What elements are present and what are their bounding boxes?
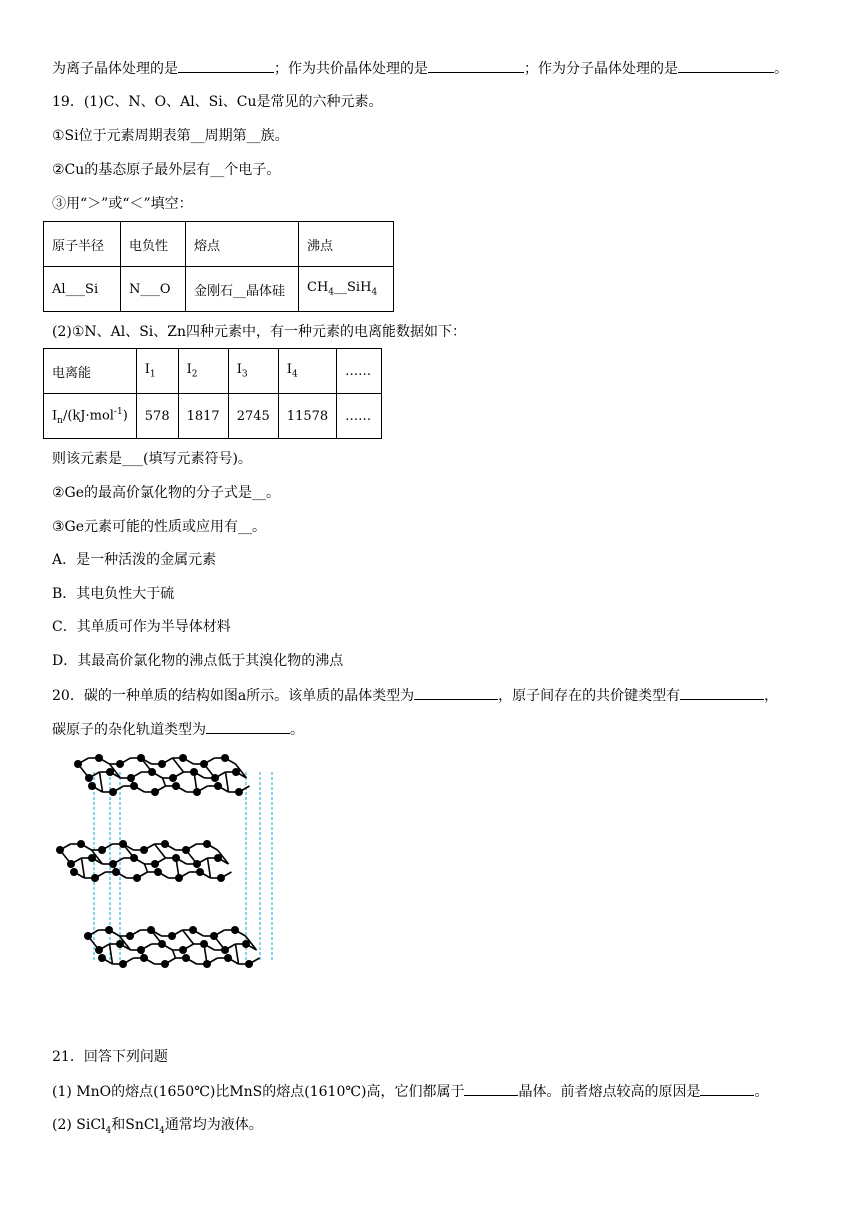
carbon-atom xyxy=(130,782,138,790)
question-19-2: ②Cu的基态原子最外层有__个电子。 xyxy=(52,162,281,178)
ionization-energy-table xyxy=(43,348,382,439)
carbon-bond xyxy=(173,950,176,958)
carbon-atom xyxy=(127,774,135,782)
cell-diamond-si: 金刚石__晶体硅 xyxy=(186,267,299,312)
row-label-in: $I_n/(kJ\cdot mol^{-1})$ xyxy=(44,394,137,439)
carbon-atom xyxy=(245,960,253,968)
question-19-p2-answer: 则该元素是___(填写元素符号)。 xyxy=(52,451,252,467)
carbon-atom xyxy=(172,854,180,862)
option-d: D．其最高价氯化物的沸点低于其溴化物的沸点 xyxy=(52,653,344,669)
carbon-atom xyxy=(161,840,169,848)
cell-al-si: Al___Si xyxy=(44,267,121,312)
comparison-table xyxy=(43,221,394,312)
carbon-atom xyxy=(133,874,141,882)
carbon-atom xyxy=(112,868,120,876)
carbon-atom xyxy=(217,874,225,882)
header-i4: $I_4$ xyxy=(278,349,336,394)
carbon-atom xyxy=(85,774,93,782)
carbon-atom xyxy=(193,788,201,796)
carbon-atom xyxy=(148,768,156,776)
header-i2: $I_2$ xyxy=(178,349,228,394)
carbon-atom xyxy=(193,860,201,868)
carbon-atom xyxy=(119,960,127,968)
carbon-atom xyxy=(196,868,204,876)
carbon-atom xyxy=(95,946,103,954)
question-20-line2: 碳原子的杂化轨道类型为 。 xyxy=(52,719,304,740)
carbon-atom xyxy=(105,926,113,934)
carbon-atom xyxy=(116,940,124,948)
carbon-atom xyxy=(200,940,208,948)
header-i1: $I_1$ xyxy=(136,349,178,394)
option-b: B．其电负性大于硫 xyxy=(52,586,175,602)
carbon-bond xyxy=(236,944,239,964)
carbon-atom xyxy=(56,846,64,854)
blank-hybridization[interactable] xyxy=(206,719,290,734)
carbon-atom xyxy=(221,754,229,762)
carbon-atom xyxy=(235,788,243,796)
carbon-atom xyxy=(210,932,218,940)
carbon-atom xyxy=(91,874,99,882)
carbon-atom xyxy=(179,946,187,954)
question-21-title: 21．回答下列问题 xyxy=(52,1049,168,1065)
carbon-atom xyxy=(151,860,159,868)
carbon-atom xyxy=(88,782,96,790)
carbon-atom xyxy=(182,846,190,854)
carbon-atom xyxy=(161,960,169,968)
graphite-structure-diagram xyxy=(48,752,298,992)
value-i3: 2745 xyxy=(228,394,278,439)
blank-covalent[interactable] xyxy=(428,58,524,73)
cell-ch4-sih4: $CH_4\_\_SiH_4$ xyxy=(299,267,394,312)
carbon-atom xyxy=(137,754,145,762)
carbon-atom xyxy=(214,854,222,862)
carbon-atom xyxy=(137,946,145,954)
carbon-atom xyxy=(211,774,219,782)
carbon-atom xyxy=(130,854,138,862)
value-ellipsis: …… xyxy=(337,394,382,439)
carbon-bond xyxy=(145,864,148,872)
carbon-atom xyxy=(116,760,124,768)
carbon-atom xyxy=(232,768,240,776)
carbon-bond xyxy=(82,858,85,878)
carbon-atom xyxy=(221,946,229,954)
header-boiling-point: 沸点 xyxy=(299,222,394,267)
carbon-atom xyxy=(203,960,211,968)
carbon-atom xyxy=(179,754,187,762)
carbon-atom xyxy=(151,788,159,796)
blank-crystal-type[interactable] xyxy=(414,685,498,700)
carbon-atom xyxy=(98,954,106,962)
header-melting-point: 熔点 xyxy=(186,222,299,267)
carbon-atom xyxy=(200,760,208,768)
carbon-atom xyxy=(119,840,127,848)
carbon-atom xyxy=(154,868,162,876)
blank-crystal-kind[interactable] xyxy=(464,1081,518,1096)
option-a: A．是一种活泼的金属元素 xyxy=(52,552,217,568)
carbon-atom xyxy=(140,954,148,962)
carbon-bond xyxy=(208,858,211,878)
question-19-part2: (2)①N、Al、Si、Zn四种元素中，有一种元素的电离能数据如下： xyxy=(52,324,467,340)
carbon-atom xyxy=(77,840,85,848)
carbon-atom xyxy=(158,940,166,948)
carbon-atom xyxy=(231,926,239,934)
carbon-atom xyxy=(88,854,96,862)
header-atomic-radius: 原子半径 xyxy=(44,222,121,267)
question-19-3: ③用“＞”或“＜”填空： xyxy=(52,196,193,212)
carbon-atom xyxy=(84,932,92,940)
value-i2: 1817 xyxy=(178,394,228,439)
carbon-atom xyxy=(140,846,148,854)
value-i1: 578 xyxy=(136,394,178,439)
carbon-atom xyxy=(109,788,117,796)
carbon-atom xyxy=(126,932,134,940)
cell-n-o: N___O xyxy=(121,267,186,312)
option-c: C．其单质可作为半导体材料 xyxy=(52,619,231,635)
question-21-1: (1) MnO的熔点(1650℃)比MnS的熔点(1610℃)高，它们都属于 晶体。前者熔点较高的原因是 。 xyxy=(52,1081,768,1102)
carbon-atom xyxy=(158,760,166,768)
question-20-line1: 20．碳的一种单质的结构如图a所示。该单质的晶体类型为 ，原子间存在的共价键类型有 ， xyxy=(52,685,778,706)
carbon-atom xyxy=(70,868,78,876)
carbon-atom xyxy=(168,932,176,940)
header-ellipsis: …… xyxy=(337,349,382,394)
header-ionization-energy: 电离能 xyxy=(44,349,137,394)
header-i3: $I_3$ xyxy=(228,349,278,394)
carbon-bond xyxy=(226,772,229,792)
carbon-atom xyxy=(67,860,75,868)
carbon-atom xyxy=(106,768,114,776)
question-19-p2-3: ③Ge元素可能的性质或应用有__。 xyxy=(52,519,267,535)
carbon-bond xyxy=(100,772,103,792)
carbon-atom xyxy=(242,940,250,948)
question-21-2: (2) SiCl$_4$和SnCl$_4$通常均为液体。 xyxy=(52,1117,263,1136)
carbon-atom xyxy=(175,874,183,882)
carbon-bond xyxy=(163,778,166,786)
answer-line-crystal-types: 为离子晶体处理的是 ；作为共价晶体处理的是 ；作为分子晶体处理的是 。 xyxy=(52,58,788,79)
carbon-atom xyxy=(169,774,177,782)
carbon-atom xyxy=(214,782,222,790)
header-electronegativity: 电负性 xyxy=(121,222,186,267)
question-19-title: 19．(1)C、N、O、Al、Si、Cu是常见的六种元素。 xyxy=(52,94,383,110)
question-19-p2-2: ②Ge的最高价氯化物的分子式是__。 xyxy=(52,485,281,501)
carbon-atom xyxy=(189,926,197,934)
blank-molecular[interactable] xyxy=(678,58,774,73)
value-i4: 11578 xyxy=(278,394,336,439)
carbon-atom xyxy=(109,860,117,868)
blank-bond-type[interactable] xyxy=(680,685,764,700)
carbon-atom xyxy=(147,926,155,934)
blank-reason[interactable] xyxy=(700,1081,754,1096)
question-19-1: ①Si位于元素周期表第__周期第__族。 xyxy=(52,128,289,144)
carbon-atom xyxy=(190,768,198,776)
carbon-atom xyxy=(95,754,103,762)
carbon-atom xyxy=(224,954,232,962)
carbon-atom xyxy=(172,782,180,790)
carbon-atom xyxy=(182,954,190,962)
carbon-atom xyxy=(74,760,82,768)
blank-ionic[interactable] xyxy=(178,58,274,73)
carbon-atom xyxy=(98,846,106,854)
interlayer-dashed-lines xyxy=(94,772,272,962)
carbon-atom xyxy=(203,840,211,848)
